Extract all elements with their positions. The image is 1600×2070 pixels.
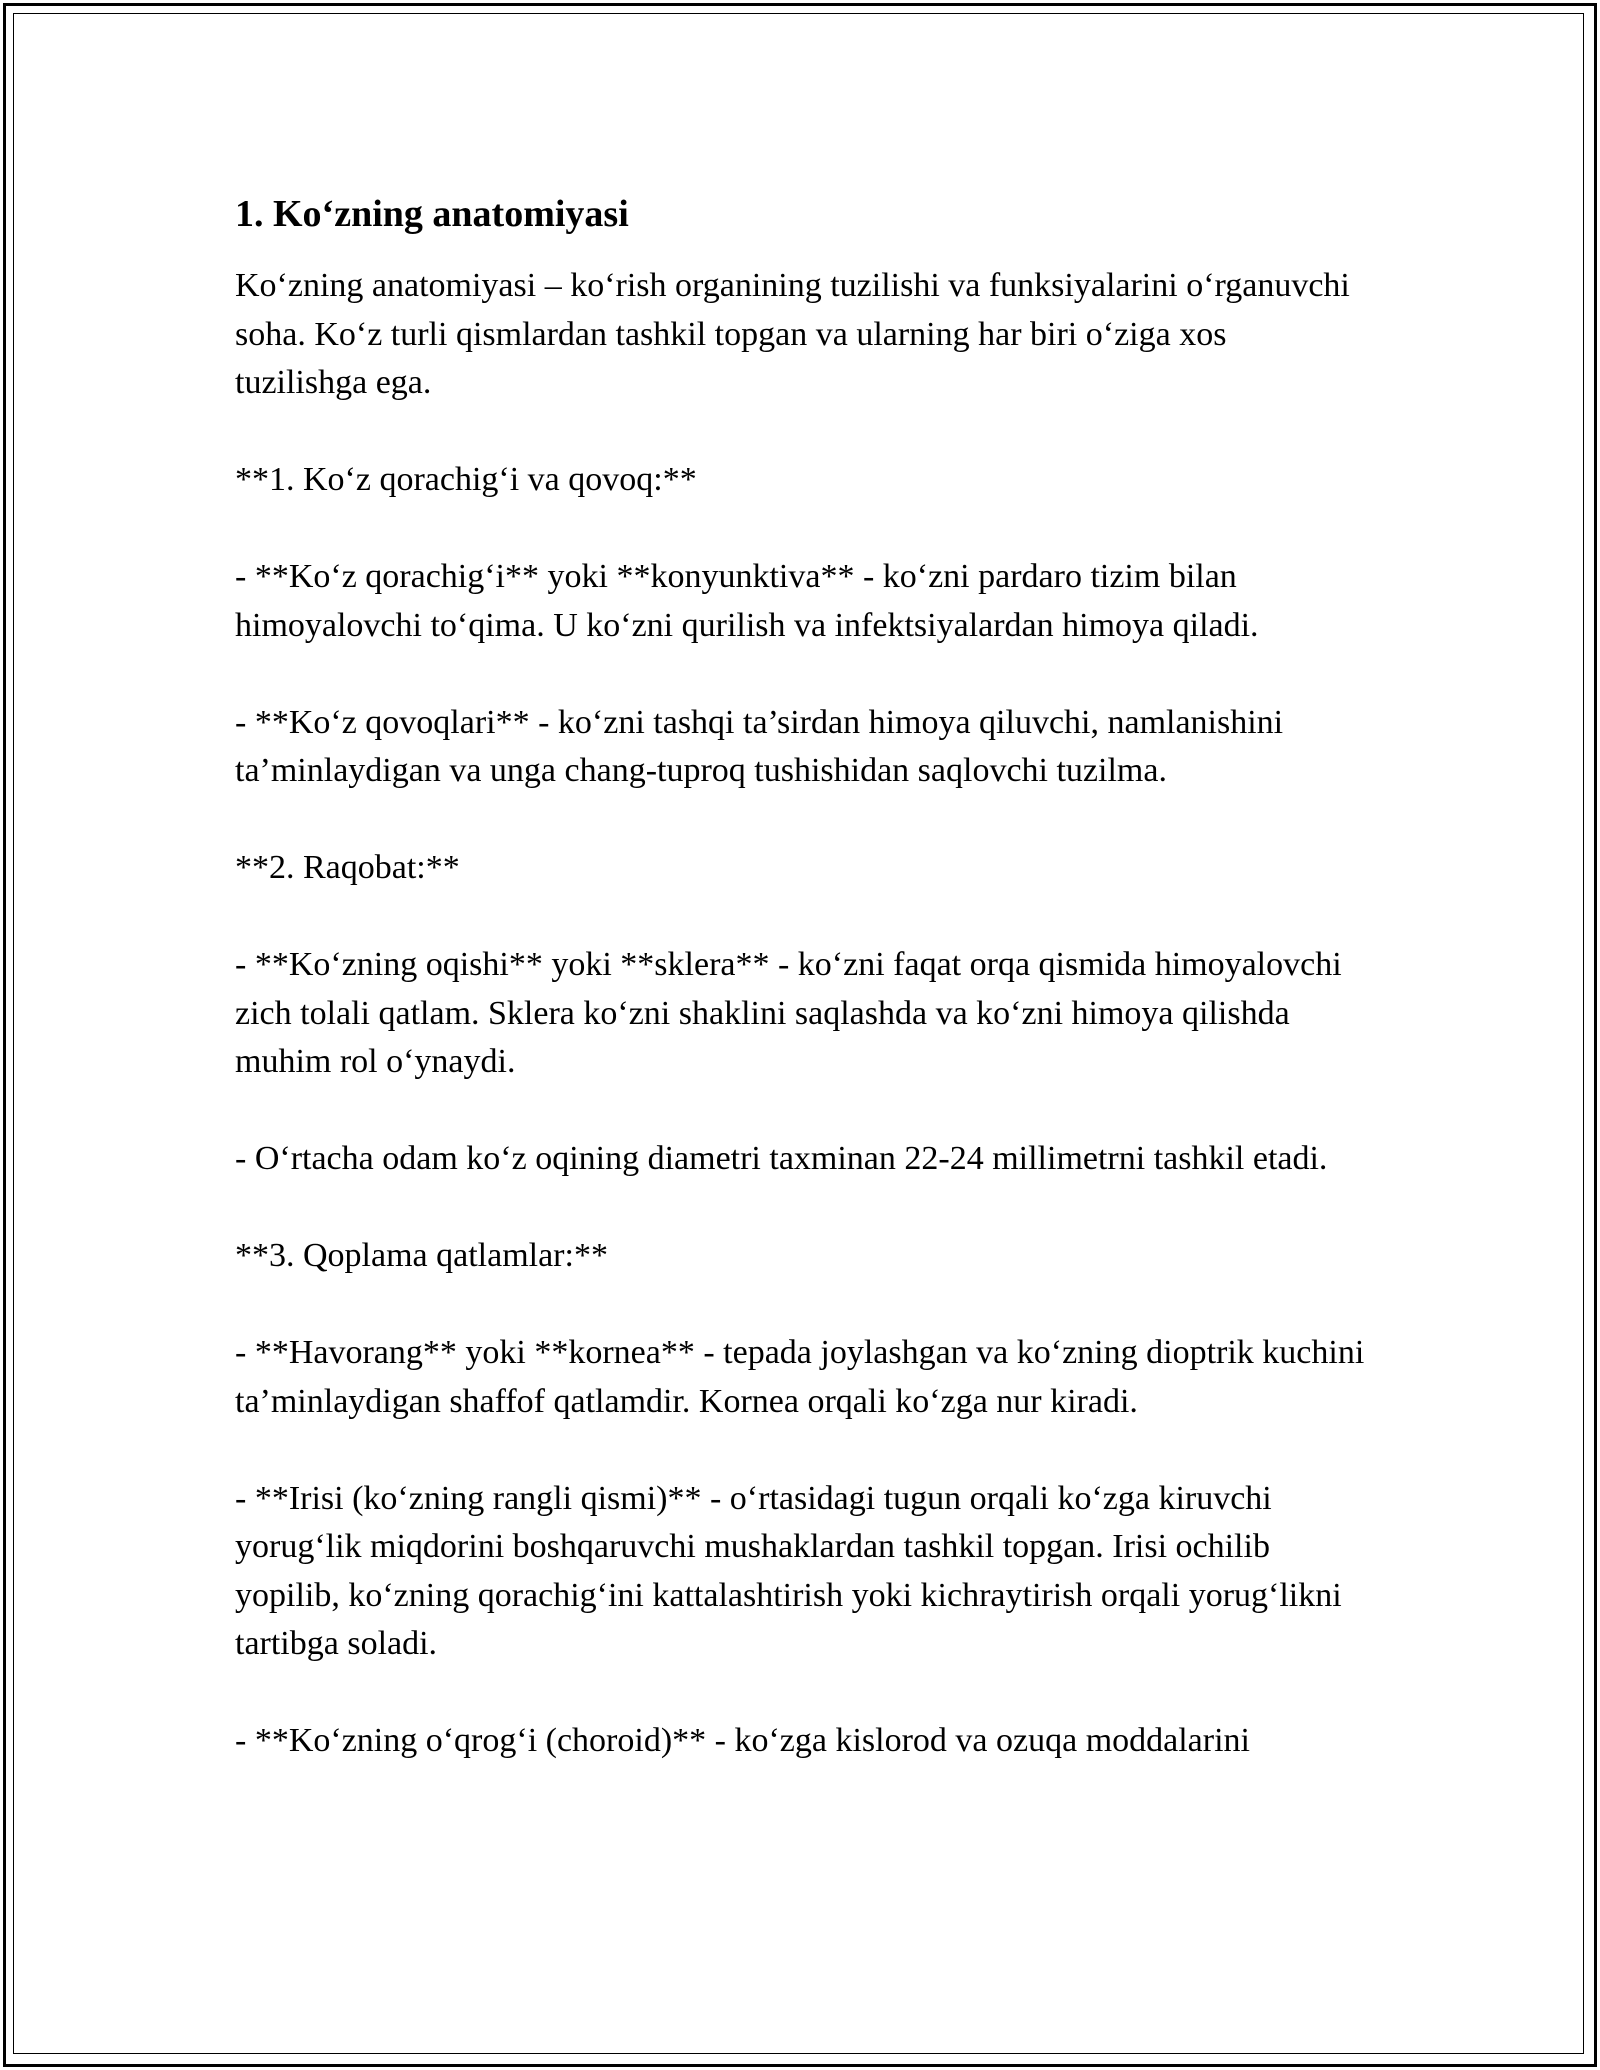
- subsection-title-1: **1. Ko‘z qorachig‘i va qovoq:**: [235, 461, 697, 498]
- intro-paragraph: Ko‘zning anatomiyasi – ko‘rish organining tuzilishi va funksiyalarini o‘rganuvchi soha. Ko‘z turli qismlardan tashkil topgan va ularning har biri o‘ziga xos tuzilishga ega.: [235, 267, 1350, 401]
- section-heading: 1. Ko‘zning anatomiyasi: [235, 193, 629, 235]
- subsection-title-2: **2. Raqobat:**: [235, 849, 460, 886]
- list-item-konyunktiva: - **Ko‘z qorachig‘i** yoki **konyunktiva** - ko‘zni pardaro tizim bilan himoyalovchi to‘qima. U ko‘zni qurilish va infektsiyalardan himoya qiladi.: [235, 558, 1259, 644]
- list-item-sklera: - **Ko‘zning oqishi** yoki **sklera** - ko‘zni faqat orqa qismida himoyalovchi zich tolali qatlam. Sklera ko‘zni shaklini saqlashda va ko‘zni himoya qilishda muhim rol o‘ynaydi.: [235, 946, 1342, 1080]
- list-item-qovoqlar: - **Ko‘z qovoqlari** - ko‘zni tashqi ta’sirdan himoya qiluvchi, namlanishini ta’minlaydigan va unga chang-tuproq tushishidan saqlovchi tuzilma.: [235, 703, 1284, 789]
- document-body: [235, 187, 1365, 1814]
- subsection-title-3: **3. Qoplama qatlamlar:**: [235, 1237, 608, 1274]
- list-item-diametr: - O‘rtacha odam ko‘z oqining diametri taxminan 22-24 millimetrni tashkil etadi.: [235, 1140, 1328, 1177]
- list-item-irisi: - **Irisi (ko‘zning rangli qismi)** - o‘rtasidagi tugun orqali ko‘zga kiruvchi yorug‘lik miqdorini boshqaruvchi mushaklardan tashkil topgan. Irisi ochilib yopilib, ko‘zning qorachig‘ini kattalashtirish yoki kichraytirish orqali yorug‘likni tartibga soladi.: [235, 1479, 1342, 1662]
- list-item-choroid: - **Ko‘zning o‘qrog‘i (choroid)** - ko‘zga kislorod va ozuqa moddalarini: [235, 1722, 1250, 1759]
- list-item-kornea: - **Havorang** yoki **kornea** - tepada joylashgan va ko‘zning dioptrik kuchini ta’minlaydigan shaffof qatlamdir. Kornea orqali ko‘zga nur kiradi.: [235, 1334, 1365, 1420]
